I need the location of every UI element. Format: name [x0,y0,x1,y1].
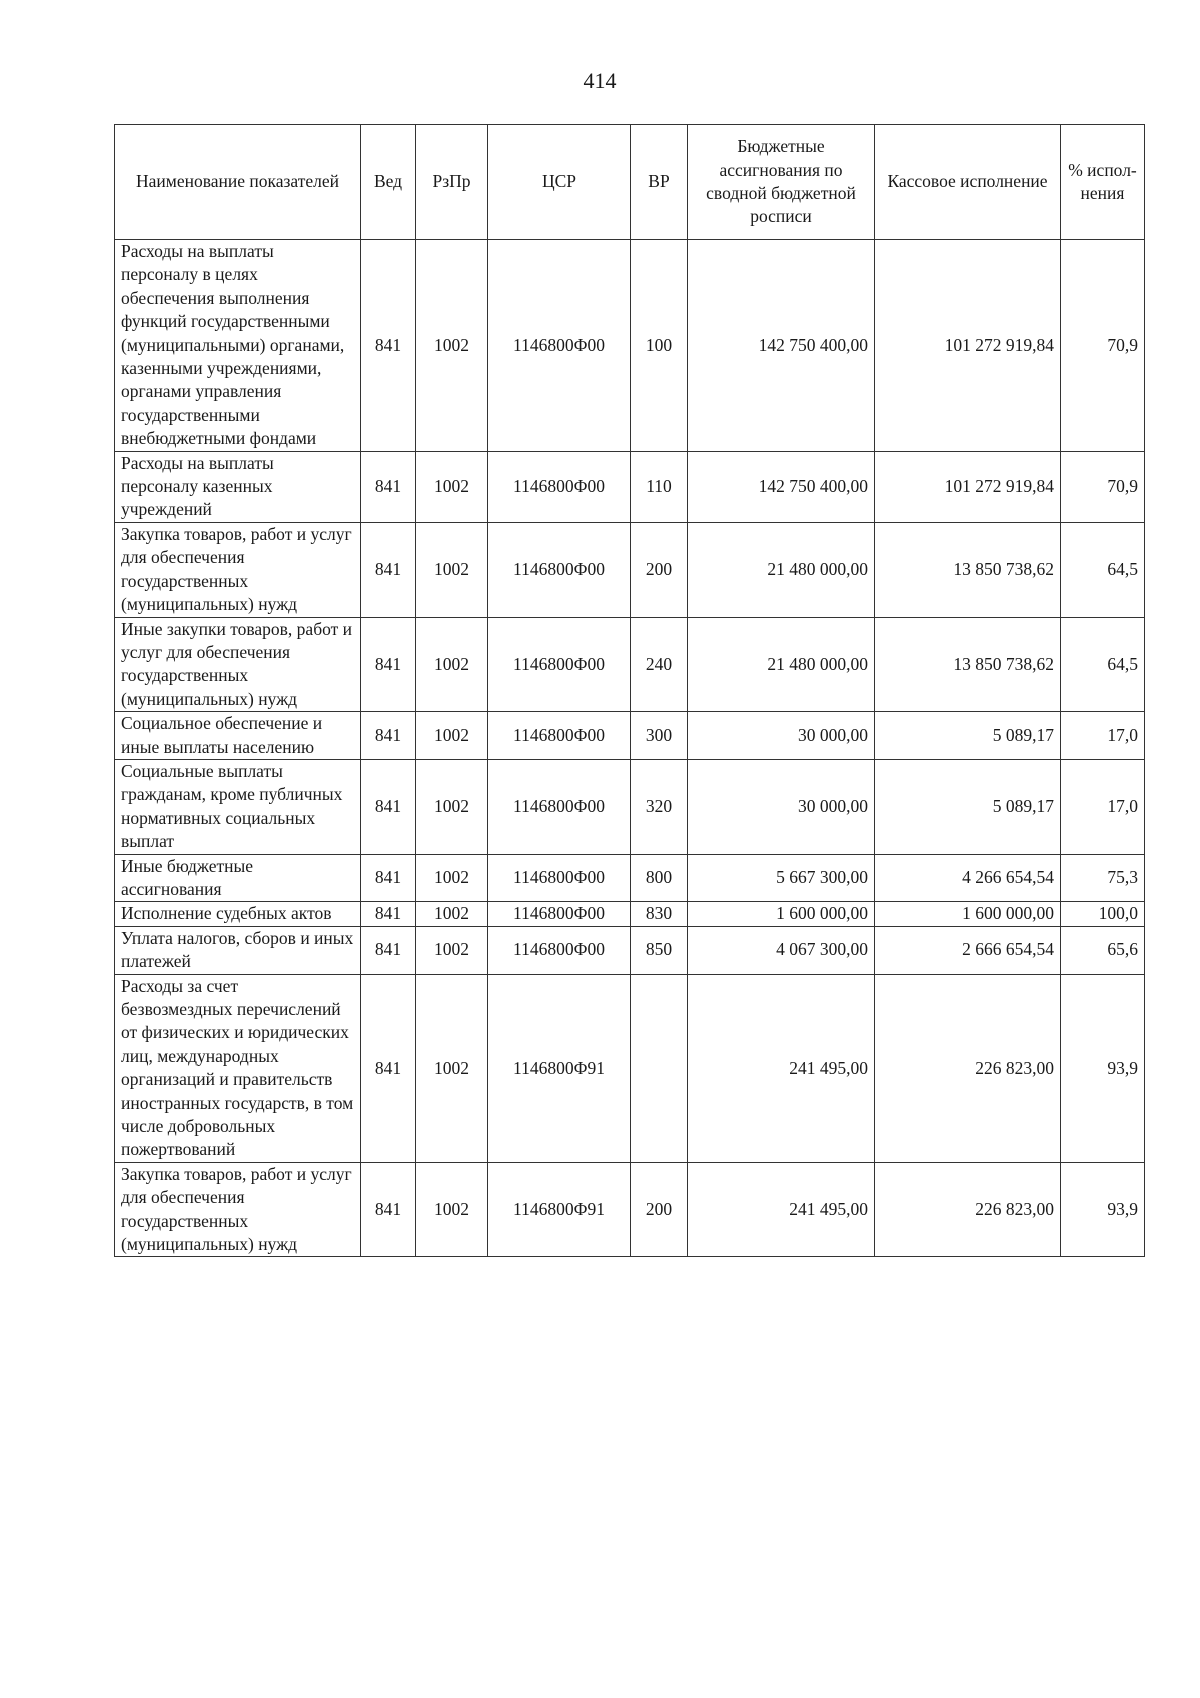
row-ved: 841 [361,240,416,452]
row-execution-percent: 64,5 [1061,522,1145,617]
row-name: Уплата налогов, сборов и иных платежей [115,926,361,974]
row-assignments: 142 750 400,00 [688,240,875,452]
row-rzpr: 1002 [416,926,488,974]
row-assignments: 5 667 300,00 [688,854,875,902]
row-name: Закупка товаров, работ и услуг для обеспечения государственных (муниципальных) нужд [115,522,361,617]
header-cash-execution: Кассовое исполнение [875,125,1061,240]
row-name: Социальные выплаты гражданам, кроме публичных нормативных социальных выплат [115,759,361,854]
row-ved: 841 [361,617,416,712]
row-csr: 1146800Ф00 [488,522,631,617]
row-execution-percent: 70,9 [1061,240,1145,452]
row-execution-percent: 65,6 [1061,926,1145,974]
row-vr: 240 [631,617,688,712]
row-cash-execution: 1 600 000,00 [875,902,1061,926]
row-cash-execution: 101 272 919,84 [875,240,1061,452]
row-ved: 841 [361,759,416,854]
row-rzpr: 1002 [416,240,488,452]
row-assignments: 21 480 000,00 [688,522,875,617]
page-number: 414 [583,68,617,93]
table-row [115,759,1145,854]
row-rzpr: 1002 [416,759,488,854]
row-csr: 1146800Ф91 [488,974,631,1162]
row-rzpr: 1002 [416,974,488,1162]
row-name: Расходы на выплаты персоналу в целях обеспечения выполнения функций государственными (муниципальными) органами, казенными учреждениями, органами управления государственными внебюджетными фондами [115,240,361,452]
row-assignments: 30 000,00 [688,712,875,760]
row-vr [631,974,688,1162]
row-rzpr: 1002 [416,854,488,902]
row-execution-percent: 75,3 [1061,854,1145,902]
row-name: Иные бюджетные ассигнования [115,854,361,902]
row-vr: 110 [631,451,688,522]
row-cash-execution: 4 266 654,54 [875,854,1061,902]
row-cash-execution: 13 850 738,62 [875,617,1061,712]
row-rzpr: 1002 [416,1162,488,1257]
row-name: Исполнение судебных актов [115,902,361,926]
table-row [115,712,1145,760]
row-csr: 1146800Ф00 [488,451,631,522]
row-name: Социальное обеспечение и иные выплаты населению [115,712,361,760]
row-csr: 1146800Ф00 [488,240,631,452]
row-ved: 841 [361,712,416,760]
row-ved: 841 [361,451,416,522]
header-execution-percent: % испол-нения [1061,125,1145,240]
row-rzpr: 1002 [416,451,488,522]
row-execution-percent: 100,0 [1061,902,1145,926]
row-ved: 841 [361,902,416,926]
row-ved: 841 [361,926,416,974]
row-assignments: 142 750 400,00 [688,451,875,522]
row-csr: 1146800Ф00 [488,854,631,902]
header-rzpr: РзПр [416,125,488,240]
row-execution-percent: 70,9 [1061,451,1145,522]
table-row [115,522,1145,617]
row-cash-execution: 13 850 738,62 [875,522,1061,617]
row-cash-execution: 5 089,17 [875,759,1061,854]
row-vr: 200 [631,522,688,617]
row-vr: 300 [631,712,688,760]
row-execution-percent: 64,5 [1061,617,1145,712]
row-csr: 1146800Ф00 [488,617,631,712]
header-csr: ЦСР [488,125,631,240]
row-vr: 320 [631,759,688,854]
row-execution-percent: 93,9 [1061,1162,1145,1257]
row-name: Закупка товаров, работ и услуг для обеспечения государственных (муниципальных) нужд [115,1162,361,1257]
row-cash-execution: 226 823,00 [875,974,1061,1162]
row-cash-execution: 101 272 919,84 [875,451,1061,522]
row-execution-percent: 93,9 [1061,974,1145,1162]
row-execution-percent: 17,0 [1061,759,1145,854]
table-row [115,854,1145,902]
row-csr: 1146800Ф00 [488,926,631,974]
table-header-row [115,125,1145,240]
row-ved: 841 [361,522,416,617]
row-ved: 841 [361,1162,416,1257]
row-assignments: 241 495,00 [688,1162,875,1257]
table-row [115,926,1145,974]
row-vr: 800 [631,854,688,902]
row-name: Иные закупки товаров, работ и услуг для обеспечения государственных (муниципальных) нужд [115,617,361,712]
row-rzpr: 1002 [416,522,488,617]
row-ved: 841 [361,974,416,1162]
table-row [115,451,1145,522]
header-assignments: Бюджетные ассигнования по сводной бюджетной росписи [688,125,875,240]
row-vr: 830 [631,902,688,926]
budget-execution-table [114,124,1145,1257]
header-vr: ВР [631,125,688,240]
row-assignments: 30 000,00 [688,759,875,854]
table-row [115,240,1145,452]
row-execution-percent: 17,0 [1061,712,1145,760]
row-assignments: 21 480 000,00 [688,617,875,712]
row-csr: 1146800Ф00 [488,712,631,760]
row-rzpr: 1002 [416,712,488,760]
row-vr: 200 [631,1162,688,1257]
row-csr: 1146800Ф00 [488,759,631,854]
table-row [115,902,1145,926]
row-ved: 841 [361,854,416,902]
table-row [115,617,1145,712]
row-rzpr: 1002 [416,617,488,712]
row-assignments: 241 495,00 [688,974,875,1162]
row-csr: 1146800Ф00 [488,902,631,926]
row-name: Расходы на выплаты персоналу казенных учреждений [115,451,361,522]
table-row [115,1162,1145,1257]
row-assignments: 1 600 000,00 [688,902,875,926]
header-ved: Вед [361,125,416,240]
table-row [115,974,1145,1162]
row-cash-execution: 5 089,17 [875,712,1061,760]
row-vr: 100 [631,240,688,452]
row-rzpr: 1002 [416,902,488,926]
row-cash-execution: 2 666 654,54 [875,926,1061,974]
row-vr: 850 [631,926,688,974]
row-cash-execution: 226 823,00 [875,1162,1061,1257]
row-assignments: 4 067 300,00 [688,926,875,974]
row-csr: 1146800Ф91 [488,1162,631,1257]
row-name: Расходы за счет безвозмездных перечислений от физических и юридических лиц, международных организаций и правительств иностранных государств, в том числе добровольных пожертвований [115,974,361,1162]
header-name: Наименование показателей [115,125,361,240]
